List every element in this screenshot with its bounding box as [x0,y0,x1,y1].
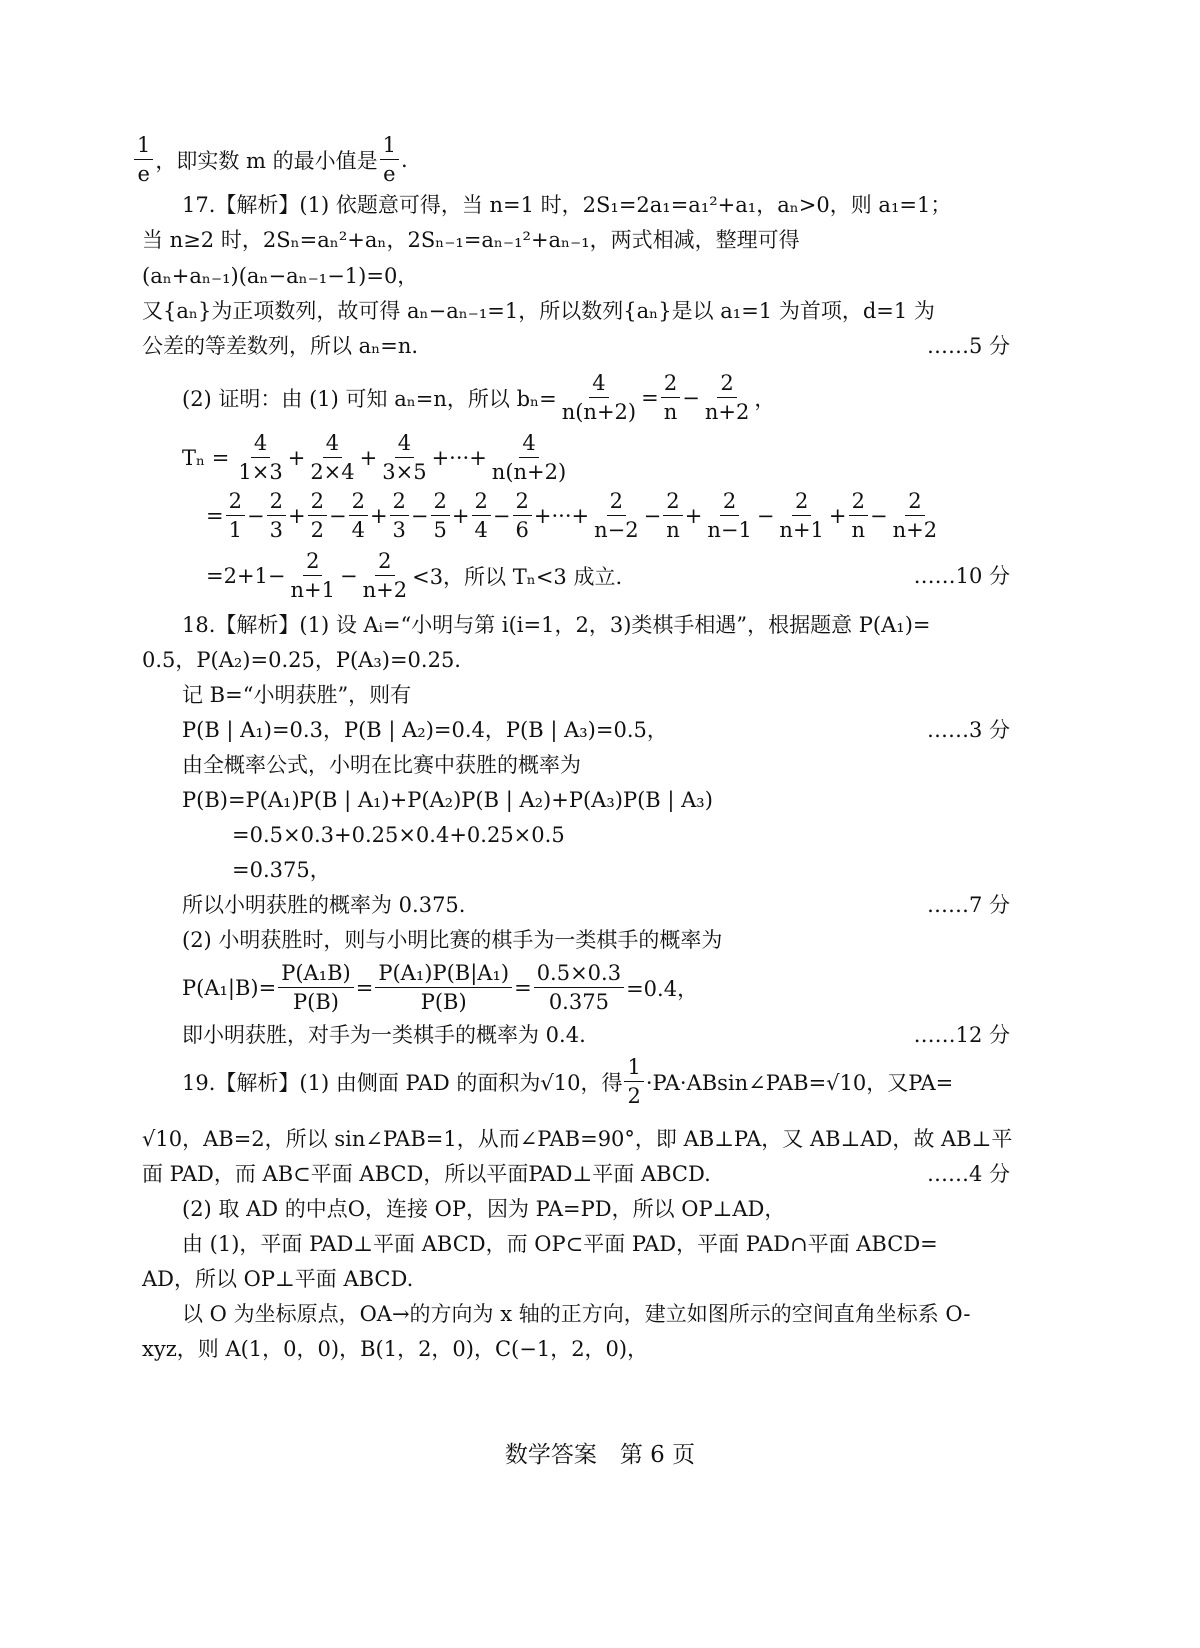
q18-line11: 即小明获胜，对手为一类棋手的概率为 0.4. [182,1023,586,1047]
operator: + [287,445,306,470]
operator: = [206,503,224,528]
operator: = [514,975,532,1000]
fraction: $\frac{2}{3}$ [390,488,409,543]
fraction: $\frac{1}{2}$ [624,1054,643,1109]
fraction: $\frac{2}{2}$ [308,488,327,543]
q18-line5: 由全概率公式，小明在比赛中获胜的概率为 [182,753,581,777]
operator: + [684,503,703,528]
q17-expansion-line [206,488,942,543]
q19-line7: 以 O 为坐标原点，OA→的方向为 x 轴的正方向，建立如图所示的空间直角坐标系 O- [182,1302,971,1326]
operator: − [756,503,775,528]
q17-line4: 又{aₙ}为正项数列，故可得 aₙ−aₙ₋₁=1，所以数列{aₙ}是以 a₁=1 为首项，d=1 为 [142,299,935,323]
fraction: $\frac{4}{n(n+2)}$ [561,371,637,424]
fraction: $\frac{2}{3}$ [267,488,286,543]
text: =0.4， [626,976,699,1001]
q17-line2: 当 n≥2 时，2Sₙ=aₙ²+aₙ，2Sₙ₋₁=aₙ₋₁²+aₙ₋₁，两式相减，整理可得 [142,228,800,252]
fraction: $\frac{2}{n}$ [849,488,869,543]
fraction: $\frac{2}{1}$ [226,488,245,543]
fraction: $\frac{\text{P(A₁)P(B|A₁)}}{P(B)}$ [375,960,512,1015]
fraction: $\frac{2}{n+2}$ [892,489,938,542]
operator: + [287,503,306,528]
operator: = [641,385,659,410]
text: (2) 证明：由 (1) 可知 aₙ=n，所以 bₙ= [182,386,557,411]
fraction: $\frac{2}{n-2}$ [594,489,639,542]
q19-line8: xyz，则 A(1，0，0)，B(1，2，0)，C(−1，2，0)， [142,1337,649,1361]
q17-result-line [206,548,622,603]
operator: − [643,503,662,528]
q17-line3: (aₙ+aₙ₋₁)(aₙ−aₙ₋₁−1)=0， [142,264,419,288]
q18-score-12: ……12 分 [913,1023,1010,1047]
operator: − [328,503,347,528]
fraction: $\frac{2}{n+2}$ [362,549,408,602]
q19-line3: 面 PAD，而 AB⊂平面 ABCD，所以平面PAD⊥平面 ABCD. [142,1162,711,1186]
text: 19.【解析】(1) 由侧面 PAD 的面积为√10，得 [182,1070,623,1095]
operator: + [451,503,470,528]
operator: + [369,503,388,528]
fraction: $\frac{2}{6}$ [513,488,532,543]
fraction: $\frac{2}{n-1}$ [707,489,752,542]
operator: − [682,385,700,410]
fraction: $\frac{1}{e}$ [134,132,153,187]
q18-line10: (2) 小明获胜时，则与小明比赛的棋手为一类棋手的概率为 [182,928,723,952]
fraction: $\frac{4}{3\times 5}$ [382,431,427,484]
q18-score-7: ……7 分 [926,893,1010,917]
q18-line4: P(B | A₁)=0.3，P(B | A₂)=0.4，P(B | A₃)=0.5， [182,718,668,742]
q19-line1 [182,1054,953,1109]
page-footer: 数学答案 第 6 页 [504,1442,696,1468]
operator: + [359,445,378,470]
operator: + [828,503,847,528]
operator: − [410,503,429,528]
q19-score-4: ……4 分 [926,1162,1010,1186]
text: ， [754,386,776,411]
q19-line2: √10，AB=2，所以 sin∠PAB=1，从而∠PAB=90°，即 AB⊥PA，又 AB⊥AD，故 AB⊥平 [142,1127,1013,1151]
operator: +···+ [533,503,590,528]
fraction: $\frac{2}{n+2}$ [704,371,750,424]
fraction: $\frac{2}{4}$ [472,488,491,543]
text: . [401,147,408,172]
q17-score-10: ……10 分 [913,564,1010,588]
fraction: $\frac{2}{n}$ [663,488,683,543]
fraction: $\frac{2}{n}$ [661,370,681,425]
fraction: $\frac{4}{1\times 3}$ [238,431,283,484]
operator: +···+ [431,445,487,470]
q18-line2: 0.5，P(A₂)=0.25，P(A₃)=0.25. [142,648,461,672]
operator: − [870,503,888,528]
fraction: $\frac{4}{2\times 4}$ [310,431,355,484]
text: ·PA·ABsin∠PAB=√10，又PA= [645,1070,954,1095]
q18-bayes-line [182,960,698,1015]
fraction: $\frac{\text{P(A₁B)}}{P(B)}$ [278,960,354,1015]
operator: − [340,563,358,588]
operator: − [492,503,511,528]
operator: − [246,503,265,528]
fraction: $\frac{1}{e}$ [380,132,399,187]
q18-line6: P(B)=P(A₁)P(B | A₁)+P(A₂)P(B | A₂)+P(A₃)P(B | A₃) [182,788,713,812]
fraction: $\frac{2}{n+1}$ [290,549,335,602]
fraction: $\frac{0.5\times 0.3}{0.375}$ [534,960,624,1015]
q18-line1: 18.【解析】(1) 设 Aᵢ=“小明与第 i(i=1，2，3)类棋手相遇”，根据题意 P(A₁)= [182,613,931,637]
text: P(A₁|B)= [182,975,277,1000]
q19-line6: AD，所以 OP⊥平面 ABCD. [142,1267,414,1291]
q19-line4: (2) 取 AD 的中点O，连接 OP，因为 PA=PD，所以 OP⊥AD， [182,1197,786,1221]
text: <3，所以 Tₙ<3 成立. [412,564,623,589]
q18-line8: =0.375， [232,858,331,882]
operator: = [355,975,374,1000]
text: ，即实数 m 的最小值是 [155,148,378,173]
fraction: $\frac{2}{n+1}$ [779,489,824,542]
q18-line9: 所以小明获胜的概率为 0.375. [182,893,466,917]
text: Tₙ = [182,445,230,470]
q17-part2 [182,370,775,425]
q17-tn-line [182,430,571,485]
q18-line7: =0.5×0.3+0.25×0.4+0.25×0.5 [232,823,565,847]
q19-line5: 由 (1)，平面 PAD⊥平面 ABCD，而 OP⊂平面 PAD，平面 PAD∩平面 ABCD= [182,1232,938,1256]
q17-line1: 17.【解析】(1) 依题意可得，当 n=1 时，2S₁=2a₁=a₁²+a₁，aₙ>0，则 a₁=1； [182,193,952,217]
q17-score-5: ……5 分 [926,334,1010,358]
fraction: $\frac{4}{n(n+2)}$ [491,431,567,484]
q18-score-3: ……3 分 [926,718,1010,742]
q17-line5: 公差的等差数列，所以 aₙ=n. [142,334,419,358]
text: =2+1− [206,563,286,588]
q18-line3: 记 B=“小明获胜”，则有 [182,683,412,707]
fraction: $\frac{2}{4}$ [349,488,368,543]
top-fragment [132,132,408,187]
fraction: $\frac{2}{5}$ [431,488,450,543]
